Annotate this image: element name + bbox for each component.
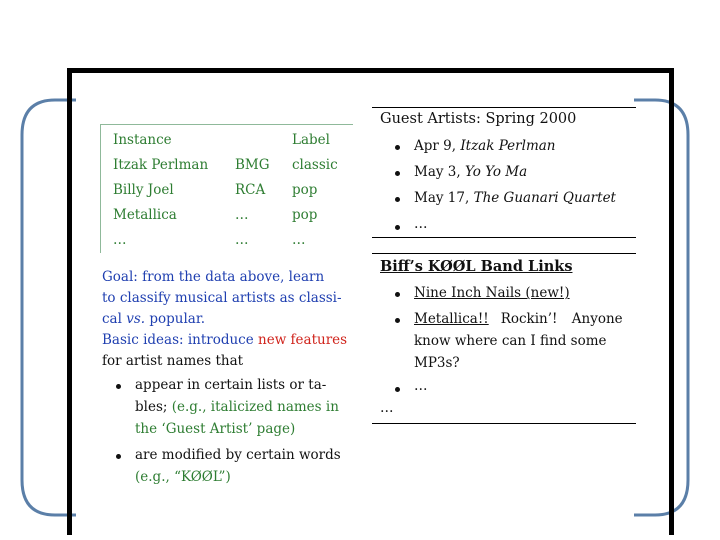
bullet-icon [395,292,400,297]
goal-line-3: cal vs. popular. [102,311,206,327]
band-link-text: know where can I find some [414,333,607,349]
bullet-text: appear in certain lists or ta- [135,377,327,393]
divider [372,423,636,424]
table-cell: Metallica [113,207,177,223]
bullet-icon [395,171,400,176]
bullet-icon [395,197,400,202]
divider [372,107,636,108]
bullet-icon [395,225,400,230]
table-cell: pop [292,182,318,198]
band-links-ellipsis: … [380,400,394,416]
table-cell: … [235,232,249,248]
band-link-nine-inch-nails[interactable]: Nine Inch Nails (new!) [414,285,570,301]
bullet-icon [116,454,121,459]
table-header-label: Label [292,132,330,148]
table-cell: Billy Joel [113,182,174,198]
band-link-text: MP3s? [414,355,460,371]
guest-item: … [414,216,428,232]
band-links-title: Biff’s KØØL Band Links [380,258,573,275]
basic-ideas-line-1: Basic ideas: introduce new features [102,332,348,348]
band-link-item: … [414,378,428,394]
table-cell: RCA [235,182,266,198]
table-header-instance: Instance [113,132,172,148]
guest-item: May 3, Yo Yo Ma [414,164,528,180]
table-cell: … [292,232,306,248]
bullet-text: (e.g., “KØØL”) [135,469,231,485]
table-cell: Itzak Perlman [113,157,209,173]
bullet-text: are modified by certain words [135,447,341,463]
guest-item: May 17, The Guanari Quartet [414,190,616,206]
band-link-item: Metallica!! Rockin’! Anyone [414,311,623,327]
table-cell: classic [292,157,338,173]
goal-line-2: to classify musical artists as classi- [102,290,342,306]
bullet-icon [395,318,400,323]
guest-artists-title: Guest Artists: Spring 2000 [380,111,577,127]
bullet-icon [395,145,400,150]
table-cell: BMG [235,157,270,173]
divider [372,253,636,254]
bullet-icon [395,387,400,392]
table-cell: pop [292,207,318,223]
basic-ideas-line-2: for artist names that [102,353,244,369]
table-cell: … [235,207,249,223]
bullet-text: bles; (e.g., italicized names in [135,399,339,415]
table-cell: … [113,232,127,248]
bullet-icon [116,384,121,389]
goal-line-1: Goal: from the data above, learn [102,269,325,285]
bullet-text: the ‘Guest Artist’ page) [135,421,296,437]
guest-item: Apr 9, Itzak Perlman [414,138,556,154]
band-link-metallica[interactable]: Metallica!! [414,311,489,327]
divider [372,237,636,238]
